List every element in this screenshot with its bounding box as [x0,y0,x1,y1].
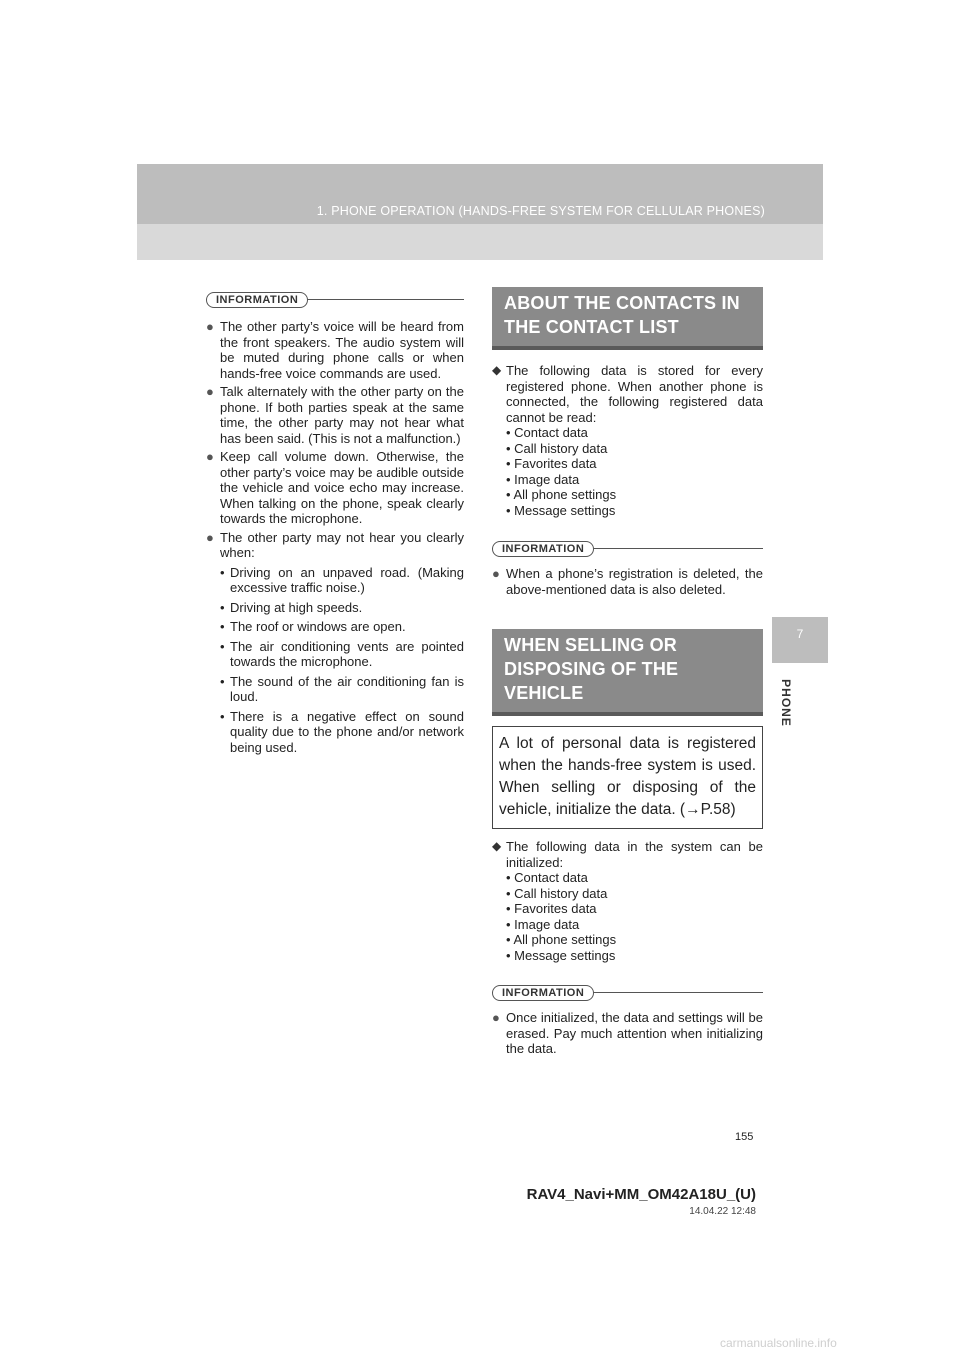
page-number: 155 [735,1131,754,1143]
info-bullet: ● Once initialized, the data and settings will be erased. Pay much attention when initializing the data. [492,1010,763,1056]
bullet-dot-icon: ● [206,449,214,464]
running-header-title: 1. PHONE OPERATION (HANDS-FREE SYSTEM FOR CELLULAR PHONES) [316,204,765,218]
chapter-label [771,678,801,728]
information-tag: INFORMATION [492,985,594,1001]
diamond-bullet: ◆ The following data is stored for every registered phone. When another phone is connected, the following registered data cannot be read: • Contact data • Call history data • Favorites data • Image data • All phone settings • Message settings [492,363,763,518]
information-tag: INFORMATION [492,541,594,557]
info-bullet: ● Keep call volume down. Otherwise, the other party’s voice may be audible outside the vehicle and voice echo may increase. When talking on the phone, speak clearly towards the microphone. [206,449,464,526]
header-top-bar [137,164,823,224]
print-timestamp: 14.04.22 12:48 [689,1206,756,1217]
information-header [492,539,763,557]
info-bullet: ● The other party’s voice will be heard from the front speakers. The audio system will be muted during phone calls or when hands-free voice commands are used. [206,319,464,381]
info-bullet: ● The other party may not hear you clearly when: [206,529,464,560]
information-header [206,290,464,308]
bullet-dot-icon: ● [206,529,214,545]
notice-box: A lot of personal data is registered when the hands-free system is used. When selling or disposing of the vehicle, initialize the data. (→P.58) [492,726,763,829]
diamond-icon: ◆ [492,839,502,853]
sub-bullet: • Driving at high speeds. [220,599,363,615]
watermark: carmanualsonline.info [720,1336,837,1350]
bullet-dot-icon: ● [492,1010,500,1025]
left-column [206,290,464,755]
chapter-label-text: PHONE [779,679,793,727]
sub-bullet: • The roof or windows are open. [220,619,406,634]
diamond-icon: ◆ [492,363,502,377]
right-column [492,287,763,1057]
sub-bullet: • The air conditioning vents are pointed towards the microphone. [220,638,464,669]
section-heading-selling: WHEN SELLING OR DISPOSING OF THE VEHICLE [492,629,763,716]
chapter-number: 7 [796,627,804,641]
information-tag: INFORMATION [206,292,308,308]
bullet-dot-icon: ● [206,319,214,334]
information-header [492,983,763,1001]
header-band [137,164,823,260]
sub-bullet: • The sound of the air conditioning fan is loud. [220,673,464,704]
document-id: RAV4_Navi+MM_OM42A18U_(U) [526,1186,756,1203]
info-bullet: ● When a phone’s registration is deleted, the above-mentioned data is also deleted. [492,566,763,597]
bullet-dot-icon: ● [206,384,214,399]
sub-bullet: • Driving on an unpaved road. (Making excessive traffic noise.) [220,564,464,595]
sub-bullet: • There is a negative effect on sound quality due to the phone and/or network being used. [220,708,464,755]
section-heading-contacts: ABOUT THE CONTACTS IN THE CONTACT LIST [492,287,763,350]
chapter-tab [772,617,828,663]
diamond-bullet: ◆ The following data in the system can be initialized: • Contact data • Call history data • Favorites data • Image data • All phone settings • Message settings [492,839,763,963]
bullet-dot-icon: ● [492,566,500,581]
info-bullet: ● Talk alternately with the other party on the phone. If both parties speak at the same time, the other party may not hear what has been said. (This is not a malfunction.) [206,384,464,446]
